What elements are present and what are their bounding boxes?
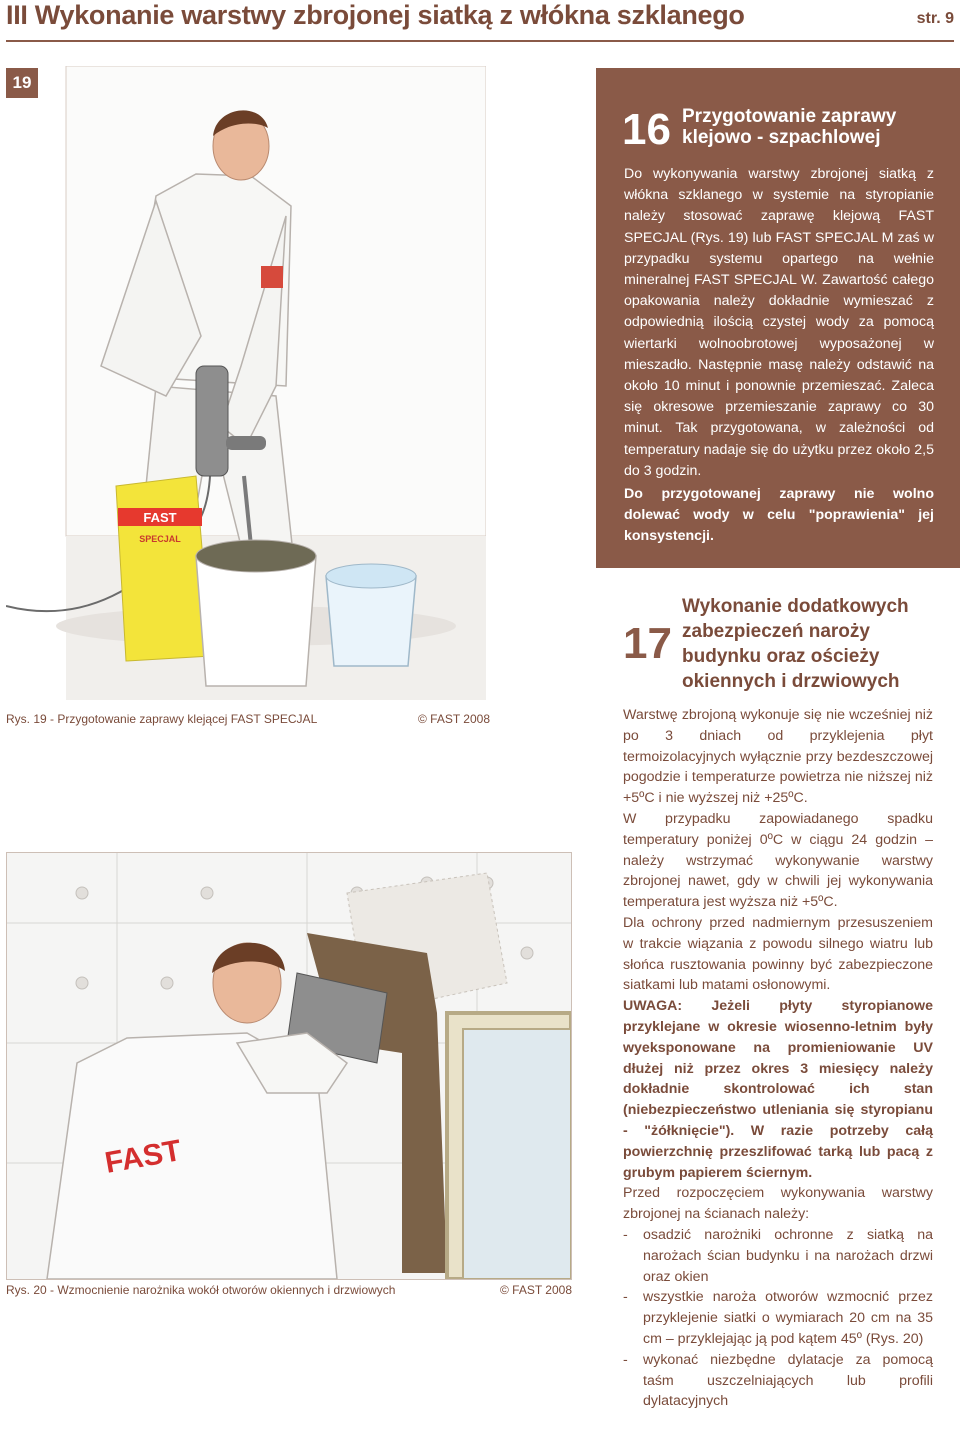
bullet-marker: - [623, 1226, 628, 1243]
page-title: III Wykonanie warstwy zbrojonej siatką z włókna szklanego [6, 0, 745, 30]
figure-20-copyright: © FAST 2008 [500, 1283, 572, 1297]
section-17-title-line1: Wykonanie dodatkowych [682, 596, 909, 617]
section-17-number: 17 [623, 619, 672, 668]
bullet-marker: - [623, 1351, 628, 1368]
section-16-number: 16 [622, 105, 671, 154]
figure-19-caption: Rys. 19 - Przygotowanie zaprawy klejącej FAST SPECJAL [6, 712, 318, 726]
bullet-text: wszystkie naroża otworów wzmocnić przez przyklejenie siatki o wymiarach 20 cm na 35 cm – przyklejając ją pod kątem 45º (Rys. 20) [643, 1289, 933, 1347]
section-16-title-line1: Przygotowanie zaprawy [682, 106, 897, 127]
section-17-title-line2: zabezpieczeń naroży [682, 621, 870, 642]
section-16-text [624, 164, 934, 548]
section-16-title-line2: klejowo - szpachlowej [682, 127, 881, 148]
shirt-brand-label: FAST [102, 1134, 184, 1180]
section-17-warning: UWAGA: Jeżeli płyty styropianowe przyklejane w okresie wiosenno-letnim były wyeksponowane na promieniowanie UV dłużej niż przez okres 3 miesięcy należy dokładnie skontrolować ich stan (niebezpieczeństwo utleniania się styropianu - "żółknięcie"). W razie potrzeby całą powierzchnię przeszlifować tarką lub pacą z grubym papierem ściernym. [623, 998, 933, 1181]
bag-product-label: SPECJAL [139, 534, 181, 544]
section-17-title [682, 594, 952, 694]
figure-20-caption: Rys. 20 - Wzmocnienie narożnika wokół otworów okiennych i drzwiowych [6, 1283, 396, 1297]
section-16-box [596, 68, 960, 568]
header-rule [6, 40, 954, 42]
page-number: str. 9 [916, 10, 954, 27]
section-17-bullet [623, 1287, 933, 1349]
section-17-paragraph-3: Dla ochrony przed nadmiernym przesuszeniem w trakcie wiązania z powodu silnego wiatru lub słońca rusztowania powinny być zabezpieczone siatkami lub matami osłonowymi. [623, 914, 933, 994]
bullet-text: wykonać niezbędne dylatacje za pomocą taśm uszczelniających lub profili dylatacyjnych [643, 1351, 933, 1410]
section-16-title [682, 106, 952, 148]
section-16-warning: Do przygotowanej zaprawy nie wolno dolewać wody w celu "poprawienia" jej konsystencji. [624, 486, 934, 545]
section-17-paragraph-1: Warstwę zbrojoną wykonuje się nie wcześniej niż po 3 dniach od przyklejenia płyt termoizolacyjnych wyłącznie przy bezdeszczowej pogodzie i temperaturze powietrza nie niższej niż +5ºC i nie wyższej niż +25ºC. [623, 707, 933, 807]
section-16-paragraph: Do wykonywania warstwy zbrojonej siatką z włókna szklanego w systemie na styropianie należy stosować zaprawę klejową FAST SPECJAL (Rys. 19) lub FAST SPECJAL M zaś w przypadku systemu opartego na wełnie mineralnej FAST SPECJAL W. Zawartość całego opakowania należy dokładnie wymieszać z odpowiednią ilością czystej wody za pomocą wiertarki wolnoobrotowej wyposażonej w mieszadło. Następnie masę należy odstawić na około 10 minut i ponownie przemieszać. Zaleca się okresowe przemieszanie zaprawy co 30 minut. Tak przygotowana, w zależności od temperatury nadaje się do użytku przez około 2,5 do 3 godzin. [624, 166, 934, 479]
figure-19-copyright: © FAST 2008 [418, 712, 490, 726]
figure-19-illustration [6, 66, 486, 700]
section-17-bullet [623, 1225, 933, 1287]
section-17-paragraph-5: Przed rozpoczęciem wykonywania warstwy zbrojonej na ścianach należy: [623, 1185, 933, 1223]
section-17-body [623, 705, 933, 1412]
section-17-bullet [623, 1350, 933, 1412]
bag-brand-label: FAST [143, 510, 177, 525]
section-17-paragraph-2: W przypadku zapowiadanego spadku temperatury poniżej 0ºC w ciągu 24 godzin – należy wstrzymać wykonywanie warstwy zbrojonej nawet, gdy w chwili jej wykonywania temperatura jest wyższa niż +5ºC. [623, 810, 933, 911]
figure-19-number: 19 [6, 68, 38, 98]
section-17-title-line4: okiennych i drzwiowych [682, 671, 900, 692]
bullet-text: osadzić narożniki ochronne z siatką na narożach ścian budynku i na narożach drzwi oraz okien [643, 1226, 933, 1285]
figure-20-illustration [6, 852, 572, 1280]
section-17-title-line3: budynku oraz ościeży [682, 646, 880, 667]
bullet-marker: - [623, 1289, 628, 1306]
